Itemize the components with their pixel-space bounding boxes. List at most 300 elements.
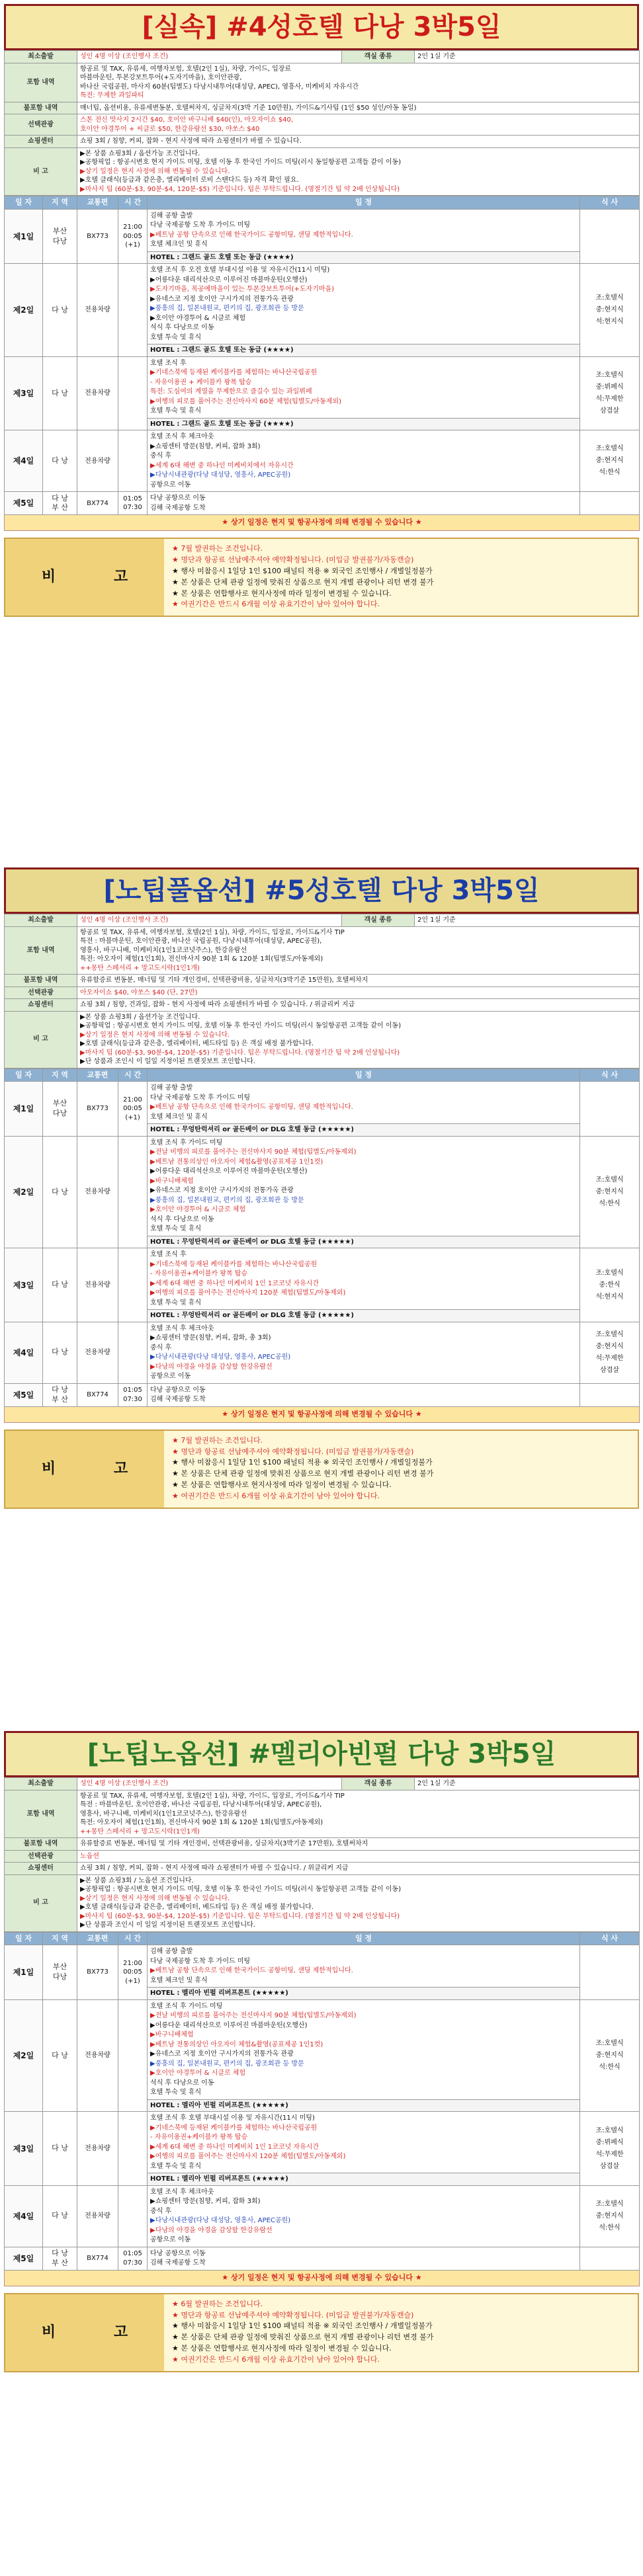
schedule-line: 호텔 조식 후 체크아웃 <box>150 433 214 441</box>
day-area <box>43 492 77 515</box>
schedule-line: ▶여행의 피로를 풀어주는 전신마사지 60분 체험(팁별도/아동제외) <box>150 397 341 405</box>
hotel-info: HOTEL : 멜리아 빈펄 리버프론트 (★★★★★) <box>148 2099 580 2112</box>
exclude-value <box>77 1838 640 1851</box>
min-departure-label: 최소출발 <box>5 914 77 927</box>
day-transport: 전용차량 <box>77 1999 118 2112</box>
day-meals <box>580 1322 640 1383</box>
schedule-line: 공항으로 이동 <box>150 2236 191 2244</box>
schedule-line: ▶다낭시내관광(다낭 대성당, 영흥사, APEC공원) <box>150 1353 291 1361</box>
notice-line: ▶상기 일정은 현지 사정에 의해 변동될 수 있습니다. <box>80 167 230 175</box>
schedule-line: ▶세계 6대 해변 중 하나인 미케비치 1인 1코코넛 자유시간 <box>150 1279 320 1287</box>
meal-text: 중:현지식 <box>595 1342 624 1350</box>
time-text: 01:05 <box>123 495 142 503</box>
schedule-line: 중식 후 <box>150 2207 172 2215</box>
schedule-line: 김해 국제공항 도착 <box>150 2259 206 2267</box>
itinerary-day-row <box>5 209 640 251</box>
day-label: 제5일 <box>5 2247 43 2270</box>
schedule-line: ▶호이안 야경투어 & 시클로 체험 <box>150 1206 246 1214</box>
notice-line: ▶상기 일정은 현지 사정에 의해 변동될 수 있습니다. <box>80 1894 230 1902</box>
meal-text: 삼겹살 <box>600 407 619 415</box>
itinerary-table <box>4 196 640 531</box>
info-row <box>5 926 640 975</box>
shopping-line: 쇼핑 3회 / 침향, 커피, 잡화 - 현지 사정에 따라 쇼핑센터가 바뀔 수 있습니다. <box>80 138 302 145</box>
day-area <box>43 1999 77 2112</box>
day-transport: BX773 <box>77 209 118 264</box>
time-text: 07:30 <box>123 1395 142 1403</box>
schedule-line: 호텔 투숙 및 휴식 <box>150 2162 202 2170</box>
day-area <box>43 2185 77 2247</box>
itinerary-day-row <box>5 1248 640 1310</box>
day-label: 제3일 <box>5 2112 43 2186</box>
day-time <box>118 1248 148 1322</box>
exclude-label: 불포함 내역 <box>5 975 77 987</box>
remark-item: ★ 명단과 항공료 선납예주셔야 예약확정됩니다. (미입금 발권불가/자동캔슬) <box>172 1447 414 1456</box>
schedule-line: 석식 후 다낭으로 이동 <box>150 1215 214 1223</box>
itinerary-column-header: 일 정 <box>148 1932 580 1945</box>
day-area <box>43 1945 77 2000</box>
schedule-line: 다낭 공항으로 이동 <box>150 2249 206 2257</box>
area-text: 다낭 <box>52 1972 67 1982</box>
day-label: 제4일 <box>5 2185 43 2247</box>
itinerary-footer <box>5 2270 640 2286</box>
option-line: 스톤 전신 맛사지 2시간 $40, 호이안 바구니배 $40(인), 아오자이쇼 $40, <box>80 116 294 124</box>
shopping-label: 쇼핑센터 <box>5 999 77 1012</box>
itinerary-column-header: 교통편 <box>77 1068 118 1082</box>
schedule-line: ▶여행의 피로를 풀어주는 전신마사지 120분 체험(팁별도/아동제외) <box>150 2153 346 2161</box>
meal-text: 조:호텔식 <box>595 1269 624 1277</box>
remark-list <box>164 1431 638 1508</box>
itinerary-column-header: 시 간 <box>118 1068 148 1082</box>
day-meals <box>580 264 640 357</box>
schedule-line: 호텔 조식 후 가이드 미팅 <box>150 2002 223 2010</box>
time-text: 01:05 <box>123 1387 142 1394</box>
day-meals <box>580 209 640 264</box>
notice-line: ▶마사지 팁 (60분-$3, 90분-$4, 120분-$5) 기준입니다. 팁은 부탁드립니다. (명절기간 팁 약 2배 인상됩니다) <box>80 185 400 193</box>
area-text: 부 산 <box>52 1394 68 1404</box>
meal-text: 중:현지식 <box>595 306 624 314</box>
meal-text: 중:현지식 <box>595 1188 624 1196</box>
time-text: 07:30 <box>123 2259 142 2267</box>
schedule-line: ▶도자기마을, 목공예마을이 있는 투본강보트투어(+도자기마을) <box>150 286 335 294</box>
area-text: 부산 <box>52 226 67 235</box>
itinerary-footer-note: ★ 상기 일정은 현지 및 항공사정에 의해 변경될 수 있습니다 ★ <box>5 515 640 531</box>
day-label: 제5일 <box>5 492 43 515</box>
area-text: 다낭 <box>52 1109 67 1118</box>
schedule-line: 호텔 투숙 및 휴식 <box>150 2089 202 2097</box>
schedule-line: ▶쇼핑센터 방문(침향, 커피, 잡화 3회) <box>150 442 261 450</box>
time-text: 00:05 <box>123 1968 142 1976</box>
meal-text: 조:호텔식 <box>595 2040 624 2048</box>
meal-text: 조:호텔식 <box>595 294 624 302</box>
schedule-line: ▶바구니배체험 <box>150 1177 194 1185</box>
schedule-line: ▶베트남 공항 단속으로 인해 한국가이드 공항미팅, 샌딩 제한적입니다. <box>150 231 353 239</box>
day-schedule <box>148 209 580 251</box>
time-text: (+1) <box>125 241 140 249</box>
notice-line: ▶상기 일정은 현지 사정에 의해 변동될 수 있습니다. <box>80 1031 230 1039</box>
option-label: 선택관광 <box>5 1850 77 1863</box>
remark-item: ★ 행사 미참응시 1일당 1인 $100 패널티 적용 ※ 외국인 조인행사 / 개별일정불가 <box>172 1458 433 1467</box>
meal-text: 석:무제한 <box>595 395 624 403</box>
schedule-line: 중식 후 <box>150 1344 172 1351</box>
package-section <box>4 4 639 617</box>
schedule-line: - 자유이용권 + 케이블카 왕복 탑승 <box>150 378 252 386</box>
room-type-label: 객실 종류 <box>342 51 415 63</box>
itinerary-table <box>4 1068 640 1423</box>
day-transport: 전용차량 <box>77 264 118 357</box>
day-transport: 전용차량 <box>77 2112 118 2186</box>
schedule-line: ▶어릉다운 대리석산으로 이루어진 마블마운틴(오행산) <box>150 2021 308 2029</box>
itinerary-header <box>5 1068 640 1082</box>
itinerary-column-header: 지 역 <box>43 1068 77 1082</box>
area-text: 다 낭 <box>52 1187 68 1196</box>
notice-value <box>77 1011 640 1068</box>
area-text: 부산 <box>52 1099 67 1108</box>
schedule-line: 김해 국제공항 도착 <box>150 1396 206 1404</box>
schedule-line: 공항으로 이동 <box>150 1373 191 1381</box>
exclude-label: 불포함 내역 <box>5 1838 77 1851</box>
info-row <box>5 1790 640 1838</box>
day-time <box>118 264 148 357</box>
day-meals <box>580 1945 640 2000</box>
remark-box <box>4 2293 639 2372</box>
day-schedule <box>148 1383 580 1406</box>
day-schedule <box>148 2185 580 2247</box>
info-row <box>5 1850 640 1863</box>
info-row <box>5 147 640 196</box>
schedule-line: - 자유이용권+케이블카 왕복 탑승 <box>150 2134 248 2142</box>
remark-item: ★ 본 상품은 연합행사로 현지사정에 따라 일정이 변경될 수 있습니다. <box>172 588 392 598</box>
day-area <box>43 1082 77 1137</box>
package-section <box>4 867 639 1509</box>
schedule-line: 호텔 조식 후 체크아웃 <box>150 2188 214 2196</box>
day-label: 제2일 <box>5 1136 43 1248</box>
time-text: 21:00 <box>123 1096 142 1104</box>
itinerary-day-row <box>5 1322 640 1383</box>
itinerary-column-header: 일 자 <box>5 1068 43 1082</box>
schedule-line: 호텔 체크인 및 휴식 <box>150 241 208 249</box>
include-value <box>77 1790 640 1838</box>
info-row <box>5 975 640 987</box>
info-row <box>5 986 640 999</box>
meal-text: 석:무제한 <box>595 2150 624 2158</box>
itinerary-column-header: 시 간 <box>118 196 148 210</box>
itinerary-footer <box>5 515 640 531</box>
meal-text: 조:호텔식 <box>595 1176 624 1184</box>
schedule-line: ▶호이안 야경투어 & 시클로 체험 <box>150 314 246 322</box>
min-departure-value: 성인 4명 이상 (조인행사 조건) <box>77 51 342 63</box>
area-text: 다 낭 <box>52 1348 68 1357</box>
time-text: 21:00 <box>123 1959 142 1967</box>
schedule-line: ▶쇼핑센터 방문(침향, 커피, 잡화, 총 3회) <box>150 1334 271 1342</box>
day-meals <box>580 430 640 492</box>
schedule-line: ▶어릉다운 대리석산으로 이루어진 마블마운틴(오행산) <box>150 1168 308 1176</box>
notice-line: ▶호텔 클래식(등급과 같은층, 엘리베이터, 베드타입 등) 은 객실 배정 불가합니다. <box>80 1904 314 1911</box>
include-line: 특전: 무제한 과일파티 <box>80 92 144 99</box>
schedule-line: 다낭 공항으로 이동 <box>150 1386 206 1394</box>
option-line: 노옵션 <box>80 1852 99 1860</box>
day-schedule <box>148 264 580 344</box>
hotel-info: HOTEL : 멜리아 빈펄 리버프론트 (★★★★★) <box>148 2173 580 2186</box>
info-row <box>5 914 640 927</box>
area-text: 부산 <box>52 1962 67 1972</box>
meal-text: 중:현지식 <box>595 2052 624 2060</box>
notice-line: ▶마사지 팁 (60분-$3, 90분-$4, 120분-$5) 기준입니다. 팁은 부탁드립니다. (명절기간 팁 약 2배 인상됩니다) <box>80 1049 400 1057</box>
day-area <box>43 2247 77 2270</box>
schedule-line: 다낭 국제공항 도착 후 가이드 미팅 <box>150 1094 251 1102</box>
day-schedule <box>148 1248 580 1310</box>
exclude-value <box>77 975 640 987</box>
day-area <box>43 1136 77 1248</box>
day-transport: BX774 <box>77 1383 118 1406</box>
schedule-line: 호텔 투숙 및 휴식 <box>150 1299 202 1307</box>
include-line: 특전 : 마블마운틴, 호이안관광, 바나산 국립공원, 다낭시내투어(대성당, APEC공원), <box>80 938 322 945</box>
itinerary-column-header: 교통편 <box>77 196 118 210</box>
meal-text: 석:현지식 <box>595 318 624 326</box>
remark-item: ★ 행사 미참응시 1일당 1인 $100 패널티 적용 ※ 외국인 조인행사 / 개별일정불가 <box>172 566 433 575</box>
day-label: 제3일 <box>5 356 43 430</box>
info-row <box>5 1863 640 1875</box>
schedule-line: ▶다낭의 야경을 야경을 감상할 한강유람선 <box>150 1363 273 1371</box>
package-title: [노팁풀옵션] #5성호텔 다낭 3박5일 <box>4 867 639 914</box>
exclude-value <box>77 102 640 114</box>
itinerary-column-header: 일 정 <box>148 1068 580 1082</box>
remark-item: ★ 여권기간은 반드시 6개월 이상 유효기간이 남아 있어야 합니다. <box>172 2355 380 2364</box>
itinerary-column-header: 시 간 <box>118 1932 148 1945</box>
remark-item: ★ 본 상품은 연합행사로 현지사정에 따라 일정이 변경될 수 있습니다. <box>172 1480 392 1490</box>
time-text: (+1) <box>125 1977 140 1985</box>
schedule-line: ▶유네스코 지정 호이안 구시가지의 전통가옥 관광 <box>150 295 294 303</box>
schedule-line: ▶전날 비행의 피로를 풀어주는 전신마사지 90분 체험(팁별도/아동제외) <box>150 1148 357 1156</box>
meal-text: 중:현지식 <box>595 2212 624 2220</box>
day-meals <box>580 2247 640 2270</box>
info-row <box>5 114 640 136</box>
hotel-info: HOTEL : 그랜드 골드 호텔 또는 동급 (★★★★) <box>148 251 580 264</box>
schedule-line: ▶호이안 야경투어 & 시클로 체험 <box>150 2070 246 2077</box>
itinerary-header <box>5 1932 640 1945</box>
area-text: 다 낭 <box>52 456 68 465</box>
option-line: 호이안 야경투어 + 씨클로 $50, 한강유람선 $30, 야쏘스 $40 <box>80 125 260 133</box>
day-area <box>43 1322 77 1383</box>
day-label: 제2일 <box>5 1999 43 2112</box>
day-schedule <box>148 356 580 418</box>
option-value <box>77 1850 640 1863</box>
day-area <box>43 1383 77 1406</box>
schedule-line: ▶세계 6대 해변 중 하나인 미케비치 1인 1코코넛 자유시간 <box>150 2143 320 2151</box>
option-value <box>77 986 640 999</box>
itinerary-day-row <box>5 1136 640 1236</box>
day-meals <box>580 1248 640 1322</box>
day-schedule <box>148 2112 580 2173</box>
day-transport: BX773 <box>77 1945 118 2000</box>
day-schedule <box>148 430 580 492</box>
day-meals <box>580 1383 640 1406</box>
itinerary-column-header: 지 역 <box>43 196 77 210</box>
day-schedule <box>148 1945 580 1988</box>
day-meals <box>580 1999 640 2112</box>
remark-label: 비 고 <box>5 2294 164 2371</box>
meal-text: 중:뷔페식 <box>595 2138 624 2146</box>
time-text: 21:00 <box>123 223 142 231</box>
notice-line: ▶본 상품 쇼핑3회 / 옵션가능 조건입니다. <box>80 149 200 157</box>
schedule-line: 호텔 조식 후 <box>150 1251 187 1259</box>
shopping-line: 쇼핑 3회 / 침향, 건과일, 잡화 - 현지 사정에 따라 쇼핑센터가 바뀔 수 있습니다. / 위클리커 지급 <box>80 1001 355 1008</box>
itinerary-footer-note: ★ 상기 일정은 현지 및 항공사정에 의해 변경될 수 있습니다 ★ <box>5 2270 640 2286</box>
include-label: 포함 내역 <box>5 1790 77 1838</box>
hotel-info: HOTEL : 그랜드 골드 호텔 또는 동급 (★★★★) <box>148 344 580 357</box>
schedule-line: 특전: 도심여의 계열을 무제한으로 즐길수 있는 과일뷔페 <box>150 388 312 396</box>
min-departure-value: 성인 4명 이상 (조인행사 조건) <box>77 914 342 927</box>
schedule-line: ▶바구니배체험 <box>150 2031 194 2039</box>
option-line: 아오자이쇼 $40, 야쏘스 $40 (단, 27만) <box>80 988 198 996</box>
schedule-line: 호텔 체크인 및 휴식 <box>150 1976 208 1984</box>
schedule-line: ▶다낭의 야경을 야경을 감상할 한강유람선 <box>150 2226 273 2234</box>
schedule-line: 석식 후 다낭으로 이동 <box>150 2079 214 2087</box>
meal-text: 조:호텔식 <box>595 2200 624 2208</box>
schedule-line: ▶유네스코 지정 호이안 구시가지의 전통가옥 관광 <box>150 2050 294 2058</box>
notice-label: 비 고 <box>5 147 77 196</box>
include-line: 영흥사, 바구니배, 미케비치(1인1코코넛주스), 한강유람선 <box>80 946 247 954</box>
day-time <box>118 2112 148 2186</box>
area-text: 다 낭 <box>52 493 68 503</box>
room-type-value: 2인 1실 기준 <box>415 1778 640 1791</box>
schedule-line: 중식 후 <box>150 452 172 460</box>
shopping-value <box>77 136 640 148</box>
hotel-info: HOTEL : 멜리아 빈펄 리버프론트 (★★★★★) <box>148 1988 580 2000</box>
area-text: 부 산 <box>52 503 68 512</box>
include-label: 포함 내역 <box>5 926 77 975</box>
itinerary-column-header: 일 자 <box>5 1932 43 1945</box>
notice-line: ▶본 상품 쇼핑3회 / 옵션가능 조건입니다. <box>80 1013 200 1021</box>
schedule-line: ▶기네스북에 등재된 케이블카를 체험하는 바나산국립공원 <box>150 2124 318 2132</box>
include-line: 마블마운틴, 투본강보트투어(+도자기마을), 호이안관광, <box>80 74 242 81</box>
remark-item: ★ 행사 미참응시 1일당 1인 $100 패널티 적용 ※ 외국인 조인행사 / 개별일정불가 <box>172 2321 433 2331</box>
day-schedule <box>148 1322 580 1383</box>
room-type-label: 객실 종류 <box>342 1778 415 1791</box>
notice-line: ▶호텔 클래식(등급과 같은층, 엘리베이터 로비 스탠다드 등) 자격 확인 필요. <box>80 177 299 184</box>
meal-text: 중:뷔페식 <box>595 383 624 391</box>
schedule-line: 김해 공항 출발 <box>150 212 193 220</box>
time-text: 07:30 <box>123 504 142 512</box>
day-time <box>118 1136 148 1248</box>
include-line: 항공료 및 TAX, 유류세, 여행자보험, 호텔(2인 1실), 차량, 가이드, 입장료, 가이드&기사 TIP <box>80 1792 345 1800</box>
schedule-line: 다낭 공항으로 이동 <box>150 495 206 503</box>
day-label: 제1일 <box>5 1082 43 1137</box>
schedule-line: ▶어릉다운 대리석산으로 이루어진 마블마운틴(오행산) <box>150 276 308 284</box>
area-text: 다 낭 <box>52 388 68 397</box>
notice-line: ▶단 상품과 조인시 이 일일 지정이된 트랜짓보트 조인합니다. <box>80 1921 255 1929</box>
itinerary-header <box>5 196 640 210</box>
day-area <box>43 356 77 430</box>
day-transport: BX774 <box>77 492 118 515</box>
remark-item: ★ 본 상품은 단체 관광 일정에 맞춰진 상품으로 현지 개별 관광이나 리턴 변경 불가 <box>172 1469 434 1478</box>
include-value <box>77 926 640 975</box>
day-time <box>118 2185 148 2247</box>
day-transport: 전용차량 <box>77 2185 118 2247</box>
package-title: [실속] #4성호텔 다낭 3박5일 <box>4 4 639 50</box>
room-type-value: 2인 1실 기준 <box>415 51 640 63</box>
meal-text: 석:현지식 <box>595 1293 624 1301</box>
exclude-label: 불포함 내역 <box>5 102 77 114</box>
day-area <box>43 1248 77 1322</box>
schedule-line: ▶여행의 피로를 풀어주는 전신마사지 120분 체험(팁별도/아동제외) <box>150 1289 346 1297</box>
schedule-line: ▶다낭시내관광(다낭 대성당, 영흥사, APEC공원) <box>150 2217 291 2225</box>
info-row <box>5 51 640 63</box>
shopping-line: 쇼핑 3회 / 침향, 커피, 잡화 - 현지 사정에 따라 쇼핑센터가 바뀔 수 있습니다. / 위클리커 지급 <box>80 1865 349 1872</box>
notice-line: ▶공항픽업 : 항공시변호 현지 가이드 미팅, 호텔 이동 후 한국인 가이드 미팅(러시 동일항공편 고객들 같이 이동) <box>80 1022 402 1029</box>
package-title: [노팁노옵션] #멜리아빈펄 다낭 3박5일 <box>4 1731 639 1777</box>
day-label: 제4일 <box>5 1322 43 1383</box>
remark-label: 비 고 <box>5 539 164 616</box>
day-label: 제2일 <box>5 264 43 357</box>
remark-box <box>4 1429 639 1509</box>
time-text: 01:05 <box>123 2250 142 2258</box>
remark-item: ★ 6월 발권하는 조건입니다. <box>172 2299 263 2308</box>
itinerary-column-header: 일 자 <box>5 196 43 210</box>
meal-text: 석:무제한 <box>595 1354 624 1362</box>
include-line: 특전: 아오자이 체험(1인1회), 전신마사지 90분 1회 & 120분 1회(팁별도/아동제외) <box>80 955 323 963</box>
schedule-line: 호텔 조식 후 오전 호텔 부대시설 이용 및 자유시간(11시 미팅) <box>150 266 330 274</box>
day-meals <box>580 356 640 430</box>
package-section <box>4 1731 639 2372</box>
day-time <box>118 1999 148 2112</box>
itinerary-day-row <box>5 1999 640 2099</box>
schedule-line: ▶베트남 전통의상인 아오자이 체험&촬영(공표제공 1인1컷) <box>150 1158 323 1166</box>
day-label: 제1일 <box>5 209 43 264</box>
day-meals <box>580 492 640 515</box>
include-line: 바나산 국립공원, 마사지 60분(팁별도) 다낭시내투어(대성당, APEC), 영흥사, 미케비치 자유시간 <box>80 83 359 91</box>
min-departure-label: 최소출발 <box>5 1778 77 1791</box>
time-text: 00:05 <box>123 232 142 240</box>
schedule-line: 공항으로 이동 <box>150 481 191 489</box>
notice-line: ▶호텔 클래식(등급과 같은층, 엘리베이터, 베드타입 등) 은 객실 배정 불가합니다. <box>80 1040 314 1047</box>
schedule-line: 호텔 조식 후 <box>150 359 187 367</box>
itinerary-day-row <box>5 356 640 418</box>
day-time <box>118 430 148 492</box>
schedule-line: ▶기네스북에 등재된 케이블카를 체험하는 바나산국립공원 <box>150 369 318 377</box>
exclude-line: 유류할증료 변동분, 매너팁 및 기타 개인경비, 선택관광비용, 싱글차지(3박기준 15만원), 호텔써차지 <box>80 977 368 984</box>
remark-item: ★ 본 상품은 연합행사로 현지사정에 따라 일정이 변경될 수 있습니다. <box>172 2344 392 2353</box>
meal-text: 석:한식 <box>599 2224 621 2232</box>
info-row <box>5 999 640 1012</box>
time-text: 00:05 <box>123 1105 142 1113</box>
day-time <box>118 492 148 515</box>
remark-item: ★ 여권기간은 반드시 6개월 이상 유효기간이 남아 있어야 합니다. <box>172 1491 380 1500</box>
room-type-label: 객실 종류 <box>342 914 415 927</box>
itinerary-day-row <box>5 2112 640 2173</box>
notice-label: 비 고 <box>5 1011 77 1068</box>
exclude-line: 매너팁, 옵션비용, 유류세변동분, 호텔써차지, 싱글차지(3박 기준 10만원), 가이드&기사팁 (1인 $50 성인/아동 동일) <box>80 104 417 112</box>
meal-text: 조:호텔식 <box>595 1330 624 1338</box>
include-line: 특전 : 마블마운틴, 호이안관광, 바나산 국립공원, 다낭시내투어(대성당, APEC공원), <box>80 1801 322 1808</box>
option-label: 선택관광 <box>5 986 77 999</box>
itinerary-column-header: 일 정 <box>148 196 580 210</box>
itinerary-footer <box>5 1406 640 1422</box>
meal-text: 조:호텔식 <box>595 372 624 380</box>
schedule-line: ▶풍흥의 집, 일본내원교, 편키의 집, 광조회관 등 방문 <box>150 2060 304 2068</box>
remark-item: ★ 명단과 항공료 선납예주셔야 예약확정됩니다. (미입금 발권불가/자동캔슬) <box>172 2310 414 2319</box>
itinerary-table <box>4 1932 640 2286</box>
day-schedule <box>148 1999 580 2099</box>
remark-item: ★ 여권기간은 반드시 6개월 이상 유효기간이 남아 있어야 합니다. <box>172 600 380 609</box>
min-departure-value: 성인 4명 이상 (조인행사 조건) <box>77 1778 342 1791</box>
day-schedule <box>148 492 580 515</box>
info-row <box>5 136 640 148</box>
schedule-line: ▶유네스코 지정 호이안 구시가지의 전통가옥 관광 <box>150 1187 294 1195</box>
schedule-line: 다낭 국제공항 도착 후 가이드 미팅 <box>150 1957 251 1965</box>
schedule-line: ▶세계 6대 해변 중 하나인 미케비치에서 자유시간 <box>150 462 294 469</box>
schedule-line: - 자유이용권+케이블카 왕복 탑승 <box>150 1270 248 1278</box>
area-text: 다 낭 <box>52 2249 68 2257</box>
